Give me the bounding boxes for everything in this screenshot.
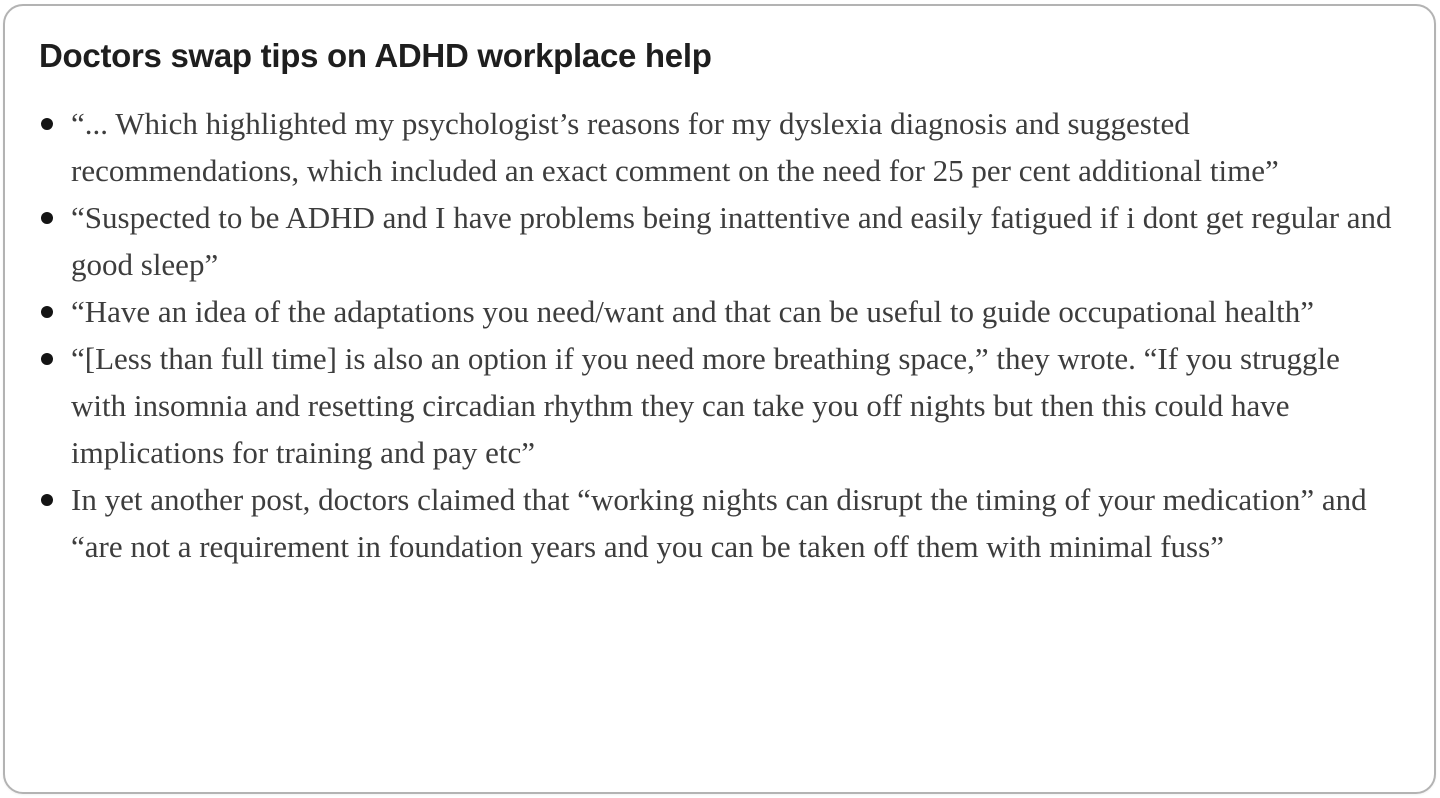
quote-text: “[Less than full time] is also an option if you need more breathing space,” they wrote. “If you struggle with insomnia and resetting circadian rhythm they can take you off nights but then this could have implications for training and pay etc” — [71, 341, 1340, 470]
quote-list — [41, 100, 1400, 570]
bullet-icon — [41, 494, 53, 506]
list-item — [41, 335, 1400, 476]
bullet-icon — [41, 212, 53, 224]
list-item — [41, 100, 1400, 194]
bullet-icon — [41, 118, 53, 130]
list-item — [41, 288, 1400, 335]
quote-text: In yet another post, doctors claimed that “working nights can disrupt the timing of your medication” and “are not a requirement in foundation years and you can be taken off them with minimal fuss” — [71, 482, 1367, 564]
bullet-icon — [41, 306, 53, 318]
quote-text: “Suspected to be ADHD and I have problems being inattentive and easily fatigued if i dont get regular and good sleep” — [71, 200, 1392, 282]
list-item — [41, 194, 1400, 288]
list-item — [41, 476, 1400, 570]
card-title: Doctors swap tips on ADHD workplace help — [39, 37, 712, 74]
bullet-icon — [41, 353, 53, 365]
summary-card — [3, 4, 1436, 794]
quote-text: “... Which highlighted my psychologist’s reasons for my dyslexia diagnosis and suggested recommendations, which included an exact comment on the need for 25 per cent additional time” — [71, 106, 1279, 188]
quote-text: “Have an idea of the adaptations you need/want and that can be useful to guide occupational health” — [71, 294, 1314, 329]
